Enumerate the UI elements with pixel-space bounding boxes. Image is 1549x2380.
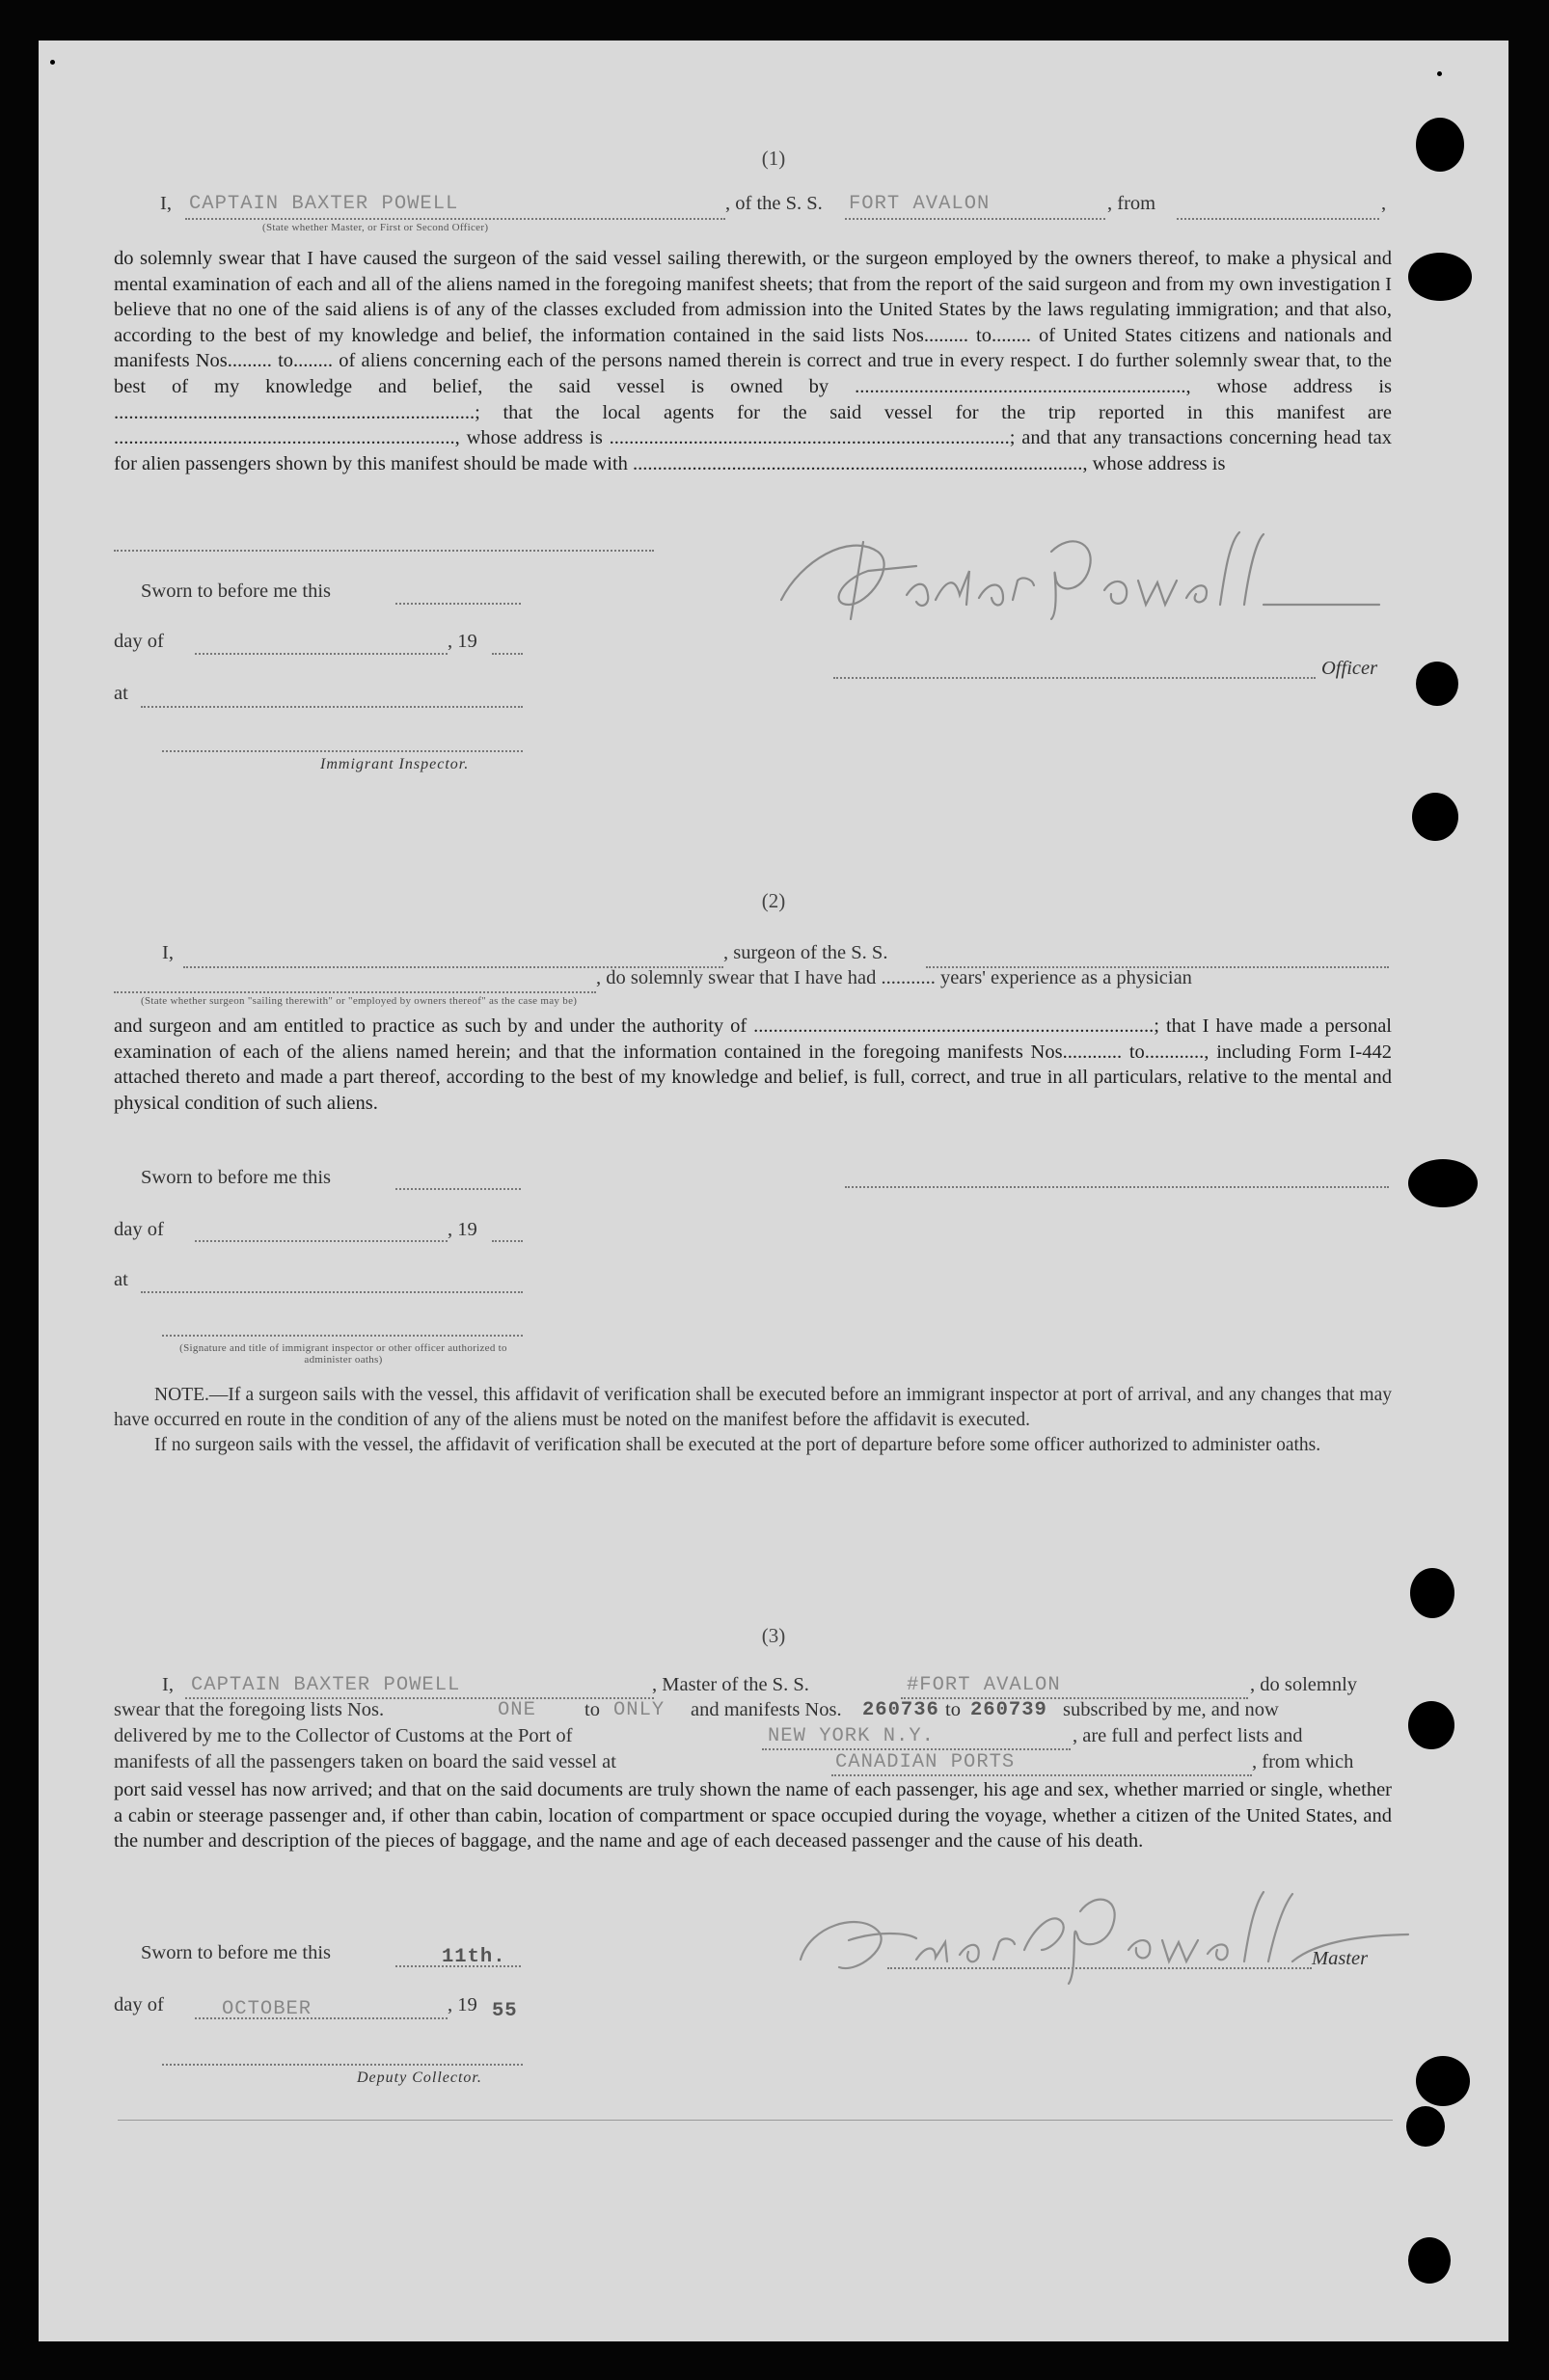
punch-hole xyxy=(1416,662,1458,706)
section3-ship-name: #FORT AVALON xyxy=(907,1674,1061,1696)
section2-prefix: I, xyxy=(162,942,174,963)
punch-hole xyxy=(1412,793,1458,841)
section1-under-note: (State whether Master, or First or Second Officer) xyxy=(262,222,489,233)
section2-note-p1: NOTE.—If a surgeon sails with the vessel, this affidavit of verification shall be executed before an immigrant inspector at port of arrival, and any changes that may have occurred en route in the condition of any of the aliens must be noted on the manifest before the affidavit is executed. xyxy=(114,1385,1392,1430)
section2-body xyxy=(114,1014,1392,1116)
section2-day-line xyxy=(195,1240,448,1242)
punch-hole xyxy=(1408,1159,1478,1207)
section1-inspector-line xyxy=(162,750,523,752)
section1-ship-name: FORT AVALON xyxy=(849,193,991,215)
section2-year: , 19 xyxy=(448,1219,477,1240)
page-bottom-rule xyxy=(118,2120,1393,2121)
section1-comma: , xyxy=(1381,193,1387,214)
section3-body-text: port said vessel has now arrived; and that on the said documents are truly shown the name of each passenger, his age and sex, whether married or single, whether a cabin or steerage passenger and, if other than cabin, location of compartment or space occupied during the voyage, whether a citizen of the United States, and the number and description of the pieces of baggage, and the name and age of each deceased passenger and the cause of his death. xyxy=(114,1779,1392,1853)
section3-lists-to: ONLY xyxy=(613,1699,666,1721)
section2-year-line xyxy=(492,1240,523,1242)
punch-hole xyxy=(1408,253,1472,301)
section2-note xyxy=(114,1383,1392,1458)
section3-day-line xyxy=(195,2017,448,2019)
section2-sworn-line xyxy=(395,1188,521,1190)
section2-under-note: (State whether surgeon "sailing therewith" or "employed by owners thereof" as the case may be) xyxy=(141,995,578,1007)
punch-hole xyxy=(1410,1568,1454,1618)
manifest-affidavit-page xyxy=(39,41,1508,2341)
section2-number: (2) xyxy=(761,889,786,912)
section3-ports-from: CANADIAN PORTS xyxy=(835,1751,1016,1773)
section3-sworn-year: 55 xyxy=(492,2000,518,2022)
punch-hole xyxy=(1416,2056,1470,2106)
section3-to2: to xyxy=(945,1699,961,1720)
section2-sworn-label: Sworn to before me this xyxy=(141,1167,331,1188)
section1-master-name: CAPTAIN BAXTER POWELL xyxy=(189,193,459,215)
section3-ports-line xyxy=(831,1774,1252,1776)
section2-capacity-line xyxy=(114,991,596,993)
section3-line2-a: swear that the foregoing lists Nos. xyxy=(114,1699,385,1720)
section1-first-line xyxy=(160,193,172,215)
section1-body-text: do solemnly swear that I have caused the surgeon of the said vessel sailing therewith, or the surgeon employed by the owners thereof, to make a physical and mental examination of each and all of the aliens named in the foregoing manifest sheets; that from the report of the said surgeon and from my own investigation I believe that no one of the said aliens is of any of the classes excluded from admission into the United States by the laws regulating immigration; and that also, according to the best of my knowledge and belief, the information contained in the said lists Nos......... to........ of United States citizens and nationals and manifests Nos......... to........ of aliens concerning each of the persons named therein is correct and true in every respect. I do further solemnly swear that, to the best of my knowledge and belief, the said vessel is owned by ..................................................................., whose address is .........................................................................; that the local agents for the said vessel for the trip reported in this manifest are ....................................................................., whose address is .................................................................................; and that any transactions concerning head tax for alien passengers shown by this manifest should be made with ..........................................................................................., whose address is xyxy=(114,248,1392,474)
speck xyxy=(1437,71,1442,76)
section1-inspector-label: Immigrant Inspector. xyxy=(320,756,470,772)
section1-prefix: I, xyxy=(160,193,172,214)
section1-body xyxy=(114,246,1392,476)
section3-and-manifests: and manifests Nos. xyxy=(691,1699,842,1720)
section1-from-label: , from xyxy=(1107,193,1156,214)
section3-sworn-label: Sworn to before me this xyxy=(141,1942,331,1963)
section3-master-name: CAPTAIN BAXTER POWELL xyxy=(191,1674,461,1696)
section3-port-line xyxy=(762,1748,1071,1750)
section2-at-line xyxy=(141,1291,523,1293)
section2-at: at xyxy=(114,1269,128,1290)
section1-address-line xyxy=(114,550,654,552)
punch-hole xyxy=(1408,2237,1451,2284)
section1-of-the-ss: , of the S. S. xyxy=(725,193,823,214)
section3-manifest-from: 260736 xyxy=(862,1699,939,1721)
section3-collector-line xyxy=(162,2064,523,2066)
captain-signature-1 xyxy=(762,513,1399,638)
section3-manifest-to: 260739 xyxy=(970,1699,1047,1721)
section3-subscribed: subscribed by me, and now xyxy=(1063,1699,1279,1720)
punch-hole xyxy=(1406,2106,1445,2147)
section3-to1: to xyxy=(584,1699,600,1720)
section1-year: , 19 xyxy=(448,631,477,652)
section3-sworn-month: OCTOBER xyxy=(222,1998,313,2020)
section3-line2 xyxy=(114,1699,384,1721)
section3-master-of: , Master of the S. S. xyxy=(652,1674,809,1695)
section3-prefix: I, xyxy=(162,1674,174,1695)
section2-note-p2: If no surgeon sails with the vessel, the affidavit of verification shall be executed at the port of departure before some officer authorized to administer oaths. xyxy=(154,1435,1321,1455)
section3-port: NEW YORK N.Y. xyxy=(768,1725,935,1747)
section3-sworn-line xyxy=(395,1965,521,1967)
section1-year-line xyxy=(492,653,523,655)
section3-body xyxy=(114,1777,1392,1854)
section2-line2-suffix: , do solemnly swear that I have had ........... years' experience as a physician xyxy=(596,967,1192,988)
section2-surgeon-of: , surgeon of the S. S. xyxy=(723,942,888,963)
section2-body-text: and surgeon and am entitled to practice as such by and under the authority of .................................................................................; that I have made a personal examination of each of the aliens named herein; and that the information contained in the foregoing manifests Nos............ to............, including Form I-442 attached thereto and made a part thereof, according to the best of my knowledge and belief, is full, correct, and true in all particulars, relative to the mental and physical condition of such aliens. xyxy=(114,1015,1392,1114)
section1-from-line xyxy=(1177,218,1379,220)
section1-sworn-label: Sworn to before me this xyxy=(141,581,331,602)
section2-inspector-line xyxy=(162,1335,523,1337)
section3-do-solemnly: , do solemnly xyxy=(1250,1674,1358,1695)
section3-line3-b: , are full and perfect lists and xyxy=(1073,1725,1303,1746)
section3-line4-b: , from which xyxy=(1252,1751,1354,1772)
section1-officer-label: Officer xyxy=(1321,658,1378,679)
section3-master-label: Master xyxy=(1312,1948,1369,1969)
section3-number: (3) xyxy=(761,1624,786,1647)
section1-day-of: day of xyxy=(114,631,164,652)
captain-signature-3 xyxy=(772,1853,1427,1998)
section1-at: at xyxy=(114,683,128,704)
punch-hole xyxy=(1408,1701,1454,1749)
section3-lists-from: ONE xyxy=(498,1699,536,1721)
section2-signature-line xyxy=(845,1186,1389,1188)
section1-master-line xyxy=(185,218,725,220)
speck xyxy=(50,60,55,65)
section1-ship-line xyxy=(845,218,1105,220)
section3-line4-a: manifests of all the passengers taken on board the said vessel at xyxy=(114,1751,616,1772)
section1-officer-line xyxy=(833,677,1316,679)
section3-day-of: day of xyxy=(114,1994,164,2015)
section1-sworn-line xyxy=(395,603,521,605)
section2-signature-note: (Signature and title of immigrant inspector or other officer authorized to administer oaths) xyxy=(179,1342,507,1366)
section3-collector-label: Deputy Collector. xyxy=(357,2069,482,2086)
section3-sworn-day: 11th. xyxy=(442,1946,506,1968)
section3-line3-a: delivered by me to the Collector of Customs at the Port of xyxy=(114,1725,573,1746)
section2-day-of: day of xyxy=(114,1219,164,1240)
section1-at-line xyxy=(141,706,523,708)
section1-day-line xyxy=(195,653,448,655)
section1-number: (1) xyxy=(761,147,786,170)
section3-year: , 19 xyxy=(448,1994,477,2015)
